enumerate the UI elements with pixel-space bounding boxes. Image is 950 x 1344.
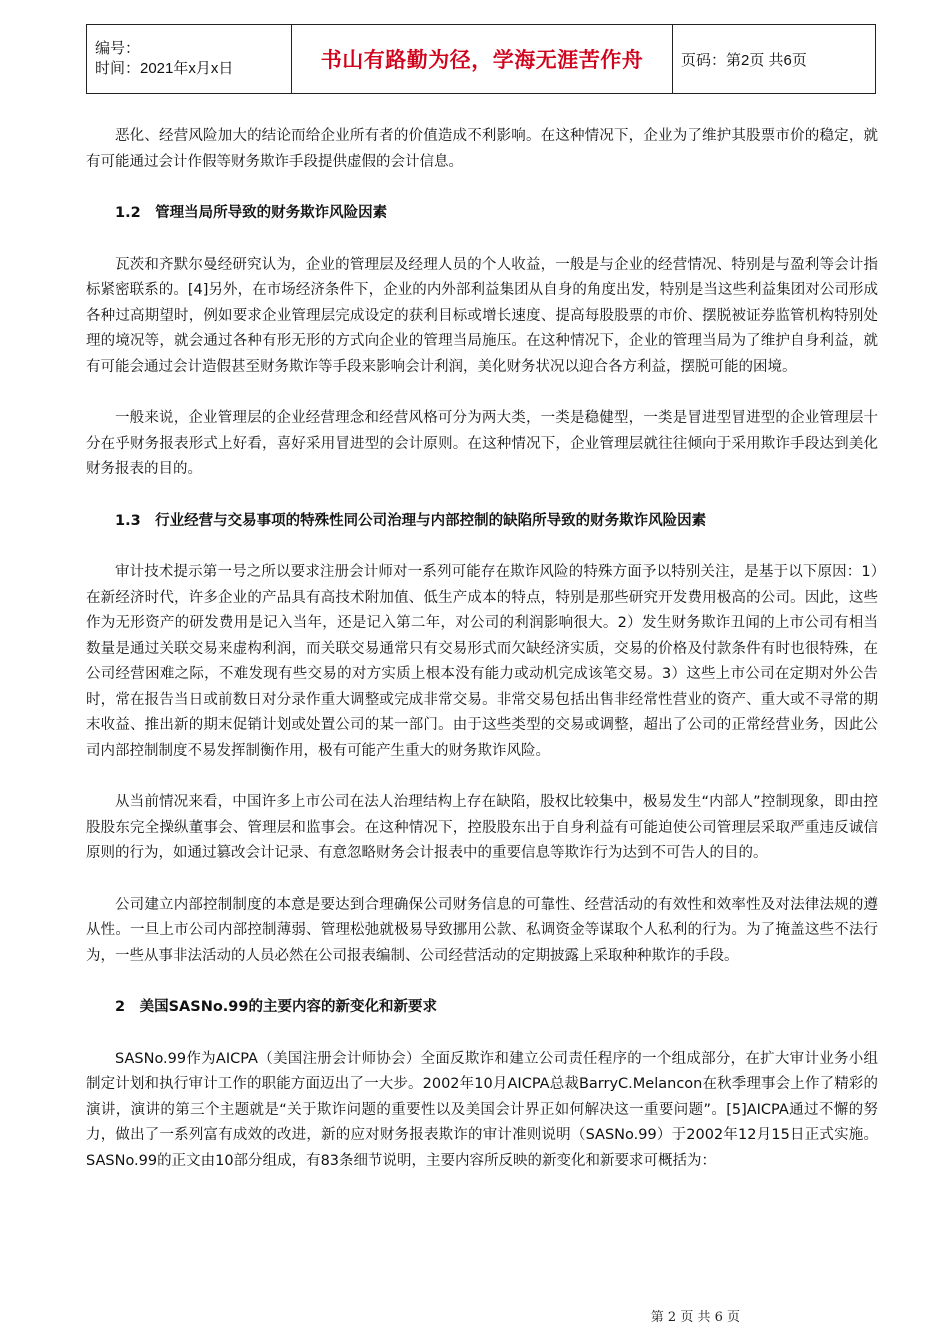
body-paragraph: SASNo.99作为AICPA（美国注册会计师协会）全面反欺诈和建立公司责任程序的一个组成部分，在扩大审计业务小组制定计划和执行审计工作的职能方面迈出了一大步。2002年10月AICPA总裁BarryC.Melancon在秋季理事会上作了精彩的演讲，演讲的第三个主题就是“关于欺诈问题的重要性以及美国会计界正如何解决这一重要问题”。[5]AICPA通过不懈的努力，做出了一系列富有成效的改进，新的应对财务报表欺诈的审计准则说明（SASNo.99）于2002年12月15日正式实施。SASNo.99的正文由10部分组成，有83条细节说明，主要内容所反映的新变化和新要求可概括为： xyxy=(86,1050,878,1169)
document-header xyxy=(86,24,876,94)
section-heading: 1.3 行业经营与交易事项的特殊性同公司治理与内部控制的缺陷所导致的财务欺诈风险因素 xyxy=(115,512,707,529)
page-footer: 第 2 页 共 6 页 xyxy=(650,1310,740,1325)
number-label: 编号： xyxy=(95,40,141,57)
body-paragraph: 一般来说，企业管理层的企业经营理念和经营风格可分为两大类，一类是稳健型，一类是冒进型冒进型的企业管理层十分在乎财务报表形式上好看，喜好采用冒进型的会计原则。在这种情况下，企业管理层就往往倾向于采用欺诈手段达到美化财务报表的目的。 xyxy=(86,410,878,477)
body-paragraph: 恶化、经营风险加大的结论而给企业所有者的价值造成不利影响。在这种情况下，企业为了维护其股票市价的稳定，就有可能通过会计作假等财务欺诈手段提供虚假的会计信息。 xyxy=(86,128,878,170)
document-body xyxy=(86,124,878,1200)
body-paragraph: 瓦茨和齐默尔曼经研究认为，企业的管理层及经理人员的个人收益，一般是与企业的经营情况、特别是与盈利等会计指标紧密联系的。[4]另外，在市场经济条件下，企业的内外部利益集团从自身的角度出发，特别是当这些利益集团对公司形成各种过高期望时，例如要求企业管理层完成设定的获利目标或增长速度、提高每股股票的市价、摆脱被证券监管机构特别处理的境况等，就会通过各种有形无形的方式向企业的管理当局施压。在这种情况下，企业的管理当局为了维护自身利益，就有可能会通过会计造假甚至财务欺诈等手段来影响会计利润，美化财务状况以迎合各方利益，摆脱可能的困境。 xyxy=(86,256,878,375)
header-motto: 书山有路勤为径，学海无涯苦作舟 xyxy=(292,25,673,94)
body-paragraph: 审计技术提示第一号之所以要求注册会计师对一系列可能存在欺诈风险的特殊方面予以特别关注，是基于以下原因：1）在新经济时代，许多企业的产品具有高技术附加值、低生产成本的特点，特别是那些研究开发费用极高的公司。因此，这些作为无形资产的研发费用是记入当年，还是记入第二年，对公司的利润影响很大。2）发生财务欺诈丑闻的上市公司有相当数量是通过关联交易来虚构利润，而关联交易通常只有交易形式而欠缺经济实质，交易的价格及付款条件有时也很特殊，在公司经营困难之际，不难发现有些交易的对方实质上根本没有能力或动机完成该笔交易。3）这些上市公司在定期对外公告时，常在报告当日或前数日对分录作重大调整或完成非常交易。非常交易包括出售非经常性营业的资产、重大或不寻常的期末收益、推出新的期末促销计划或处置公司的某一部门。由于这些类型的交易或调整，超出了公司的正常经营业务，因此公司内部控制制度不易发挥制衡作用，极有可能产生重大的财务欺诈风险。 xyxy=(86,564,878,759)
body-paragraph: 从当前情况来看，中国许多上市公司在法人治理结构上存在缺陷，股权比较集中，极易发生“内部人”控制现象，即由控股股东完全操纵董事会、管理层和监事会。在这种情况下，控股股东出于自身利益有可能迫使公司管理层采取严重违反诚信原则的行为，如通过篡改会计记录、有意忽略财务会计报表中的重要信息等欺诈行为达到不可告人的目的。 xyxy=(86,794,878,861)
section-heading: 1.2 管理当局所导致的财务欺诈风险因素 xyxy=(115,205,388,221)
body-paragraph: 公司建立内部控制制度的本意是要达到合理确保公司财务信息的可靠性、经营活动的有效性和效率性及对法律法规的遵从性。一旦上市公司内部控制薄弱、管理松弛就极易导致挪用公款、私调资金等谋取个人私利的行为。为了掩盖这些不法行为，一些从事非法活动的人员必然在公司报表编制、公司经营活动的定期披露上采取种种欺诈的手段。 xyxy=(86,896,878,964)
time-label: 时间：2021年x月x日 xyxy=(95,60,234,77)
header-meta-cell xyxy=(87,25,292,94)
header-page-label: 页码：第2页 共6页 xyxy=(673,25,876,94)
section-heading: 2 美国SASNo.99的主要内容的新变化和新要求 xyxy=(115,999,437,1015)
